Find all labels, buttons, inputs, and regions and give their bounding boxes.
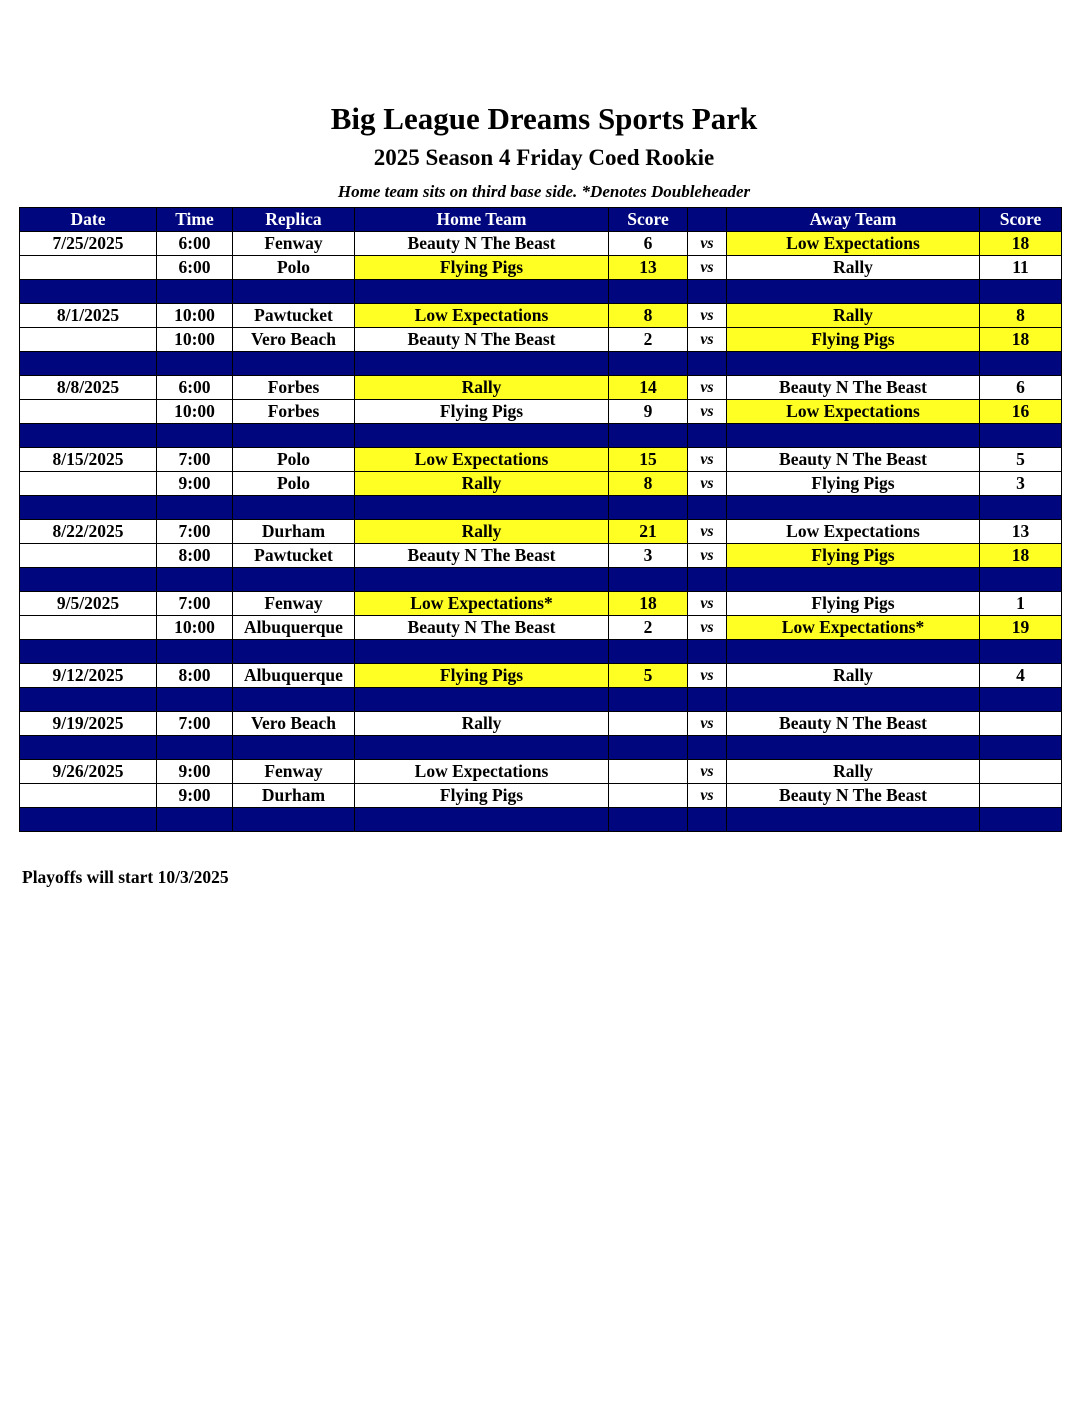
replica-cell: Albuquerque	[233, 664, 355, 688]
home-team-cell: Low Expectations	[355, 760, 609, 784]
separator-cell	[609, 496, 688, 520]
separator-cell	[233, 688, 355, 712]
vs-label: vs	[688, 592, 727, 616]
away-team-cell: Beauty N The Beast	[727, 712, 980, 736]
date-cell	[20, 256, 157, 280]
replica-cell: Forbes	[233, 400, 355, 424]
date-cell: 9/5/2025	[20, 592, 157, 616]
col-time-header: Time	[157, 208, 233, 232]
home-score-cell	[609, 784, 688, 808]
separator-cell	[20, 424, 157, 448]
date-cell: 8/8/2025	[20, 376, 157, 400]
game-row	[20, 664, 1062, 688]
away-team-cell: Low Expectations*	[727, 616, 980, 640]
game-row	[20, 520, 1062, 544]
separator-row	[20, 568, 1062, 592]
away-team-cell: Low Expectations	[727, 400, 980, 424]
date-cell	[20, 328, 157, 352]
replica-cell: Durham	[233, 784, 355, 808]
away-team-cell: Rally	[727, 760, 980, 784]
home-team-cell: Flying Pigs	[355, 784, 609, 808]
home-score-cell: 3	[609, 544, 688, 568]
separator-cell	[233, 496, 355, 520]
separator-cell	[20, 736, 157, 760]
game-row	[20, 616, 1062, 640]
separator-cell	[980, 280, 1062, 304]
away-team-cell: Rally	[727, 664, 980, 688]
home-score-cell	[609, 760, 688, 784]
game-row	[20, 784, 1062, 808]
game-row	[20, 544, 1062, 568]
game-row	[20, 592, 1062, 616]
date-cell	[20, 472, 157, 496]
separator-cell	[20, 640, 157, 664]
game-row	[20, 256, 1062, 280]
separator-cell	[727, 568, 980, 592]
separator-cell	[688, 280, 727, 304]
home-team-cell: Rally	[355, 376, 609, 400]
separator-cell	[688, 568, 727, 592]
separator-cell	[20, 496, 157, 520]
schedule-table	[19, 207, 1062, 832]
vs-label: vs	[688, 328, 727, 352]
home-score-cell: 5	[609, 664, 688, 688]
home-score-cell: 6	[609, 232, 688, 256]
away-team-cell: Low Expectations	[727, 520, 980, 544]
separator-cell	[20, 808, 157, 832]
home-score-cell: 18	[609, 592, 688, 616]
away-score-cell: 6	[980, 376, 1062, 400]
separator-cell	[355, 640, 609, 664]
separator-cell	[157, 424, 233, 448]
time-cell: 7:00	[157, 448, 233, 472]
away-team-cell: Beauty N The Beast	[727, 448, 980, 472]
date-cell	[20, 544, 157, 568]
away-score-cell: 18	[980, 544, 1062, 568]
col-home-team-header: Home Team	[355, 208, 609, 232]
game-row	[20, 712, 1062, 736]
separator-cell	[609, 352, 688, 376]
game-row	[20, 304, 1062, 328]
vs-label: vs	[688, 376, 727, 400]
vs-label: vs	[688, 520, 727, 544]
separator-row	[20, 424, 1062, 448]
game-row	[20, 760, 1062, 784]
away-team-cell: Beauty N The Beast	[727, 376, 980, 400]
home-team-cell: Rally	[355, 472, 609, 496]
separator-cell	[233, 352, 355, 376]
col-date-header: Date	[20, 208, 157, 232]
separator-row	[20, 352, 1062, 376]
col-home-score-header: Score	[609, 208, 688, 232]
away-score-cell: 1	[980, 592, 1062, 616]
separator-cell	[355, 280, 609, 304]
time-cell: 6:00	[157, 232, 233, 256]
separator-cell	[233, 280, 355, 304]
vs-label: vs	[688, 448, 727, 472]
date-cell: 9/12/2025	[20, 664, 157, 688]
separator-cell	[157, 568, 233, 592]
separator-cell	[980, 736, 1062, 760]
separator-cell	[609, 688, 688, 712]
away-team-cell: Low Expectations	[727, 232, 980, 256]
time-cell: 7:00	[157, 592, 233, 616]
separator-row	[20, 640, 1062, 664]
separator-cell	[727, 736, 980, 760]
date-cell: 7/25/2025	[20, 232, 157, 256]
separator-cell	[157, 496, 233, 520]
replica-cell: Pawtucket	[233, 544, 355, 568]
replica-cell: Durham	[233, 520, 355, 544]
date-cell: 9/26/2025	[20, 760, 157, 784]
away-score-cell: 13	[980, 520, 1062, 544]
game-row	[20, 232, 1062, 256]
separator-cell	[688, 496, 727, 520]
separator-cell	[609, 424, 688, 448]
date-cell: 9/19/2025	[20, 712, 157, 736]
away-team-cell: Flying Pigs	[727, 472, 980, 496]
home-score-cell: 8	[609, 304, 688, 328]
vs-label: vs	[688, 232, 727, 256]
separator-cell	[233, 808, 355, 832]
separator-cell	[727, 280, 980, 304]
replica-cell: Polo	[233, 472, 355, 496]
away-team-cell: Rally	[727, 304, 980, 328]
home-score-cell: 15	[609, 448, 688, 472]
replica-cell: Fenway	[233, 232, 355, 256]
header-row	[20, 208, 1062, 232]
away-team-cell: Rally	[727, 256, 980, 280]
date-cell	[20, 616, 157, 640]
season-subtitle: 2025 Season 4 Friday Coed Rookie	[373, 145, 715, 170]
time-cell: 10:00	[157, 304, 233, 328]
vs-label: vs	[688, 472, 727, 496]
separator-cell	[727, 352, 980, 376]
separator-cell	[20, 352, 157, 376]
separator-row	[20, 280, 1062, 304]
date-cell: 8/15/2025	[20, 448, 157, 472]
home-team-cell: Beauty N The Beast	[355, 544, 609, 568]
separator-cell	[609, 808, 688, 832]
separator-cell	[727, 808, 980, 832]
vs-label: vs	[688, 616, 727, 640]
away-score-cell: 18	[980, 232, 1062, 256]
col-vs-header	[688, 208, 727, 232]
separator-cell	[355, 568, 609, 592]
time-cell: 10:00	[157, 400, 233, 424]
home-team-cell: Flying Pigs	[355, 400, 609, 424]
separator-cell	[233, 640, 355, 664]
game-row	[20, 400, 1062, 424]
vs-label: vs	[688, 256, 727, 280]
separator-cell	[157, 352, 233, 376]
time-cell: 9:00	[157, 472, 233, 496]
home-team-cell: Beauty N The Beast	[355, 328, 609, 352]
home-team-cell: Rally	[355, 712, 609, 736]
separator-cell	[157, 736, 233, 760]
home-score-cell: 13	[609, 256, 688, 280]
replica-cell: Fenway	[233, 592, 355, 616]
home-score-cell	[609, 712, 688, 736]
separator-cell	[355, 808, 609, 832]
col-away-score-header: Score	[980, 208, 1062, 232]
game-row	[20, 472, 1062, 496]
separator-cell	[355, 352, 609, 376]
away-score-cell: 19	[980, 616, 1062, 640]
separator-row	[20, 688, 1062, 712]
home-score-cell: 9	[609, 400, 688, 424]
time-cell: 7:00	[157, 712, 233, 736]
date-cell	[20, 784, 157, 808]
vs-label: vs	[688, 760, 727, 784]
time-cell: 8:00	[157, 664, 233, 688]
separator-cell	[355, 424, 609, 448]
time-cell: 10:00	[157, 328, 233, 352]
vs-label: vs	[688, 304, 727, 328]
home-team-cell: Low Expectations	[355, 304, 609, 328]
home-score-cell: 2	[609, 328, 688, 352]
away-score-cell: 5	[980, 448, 1062, 472]
away-score-cell	[980, 760, 1062, 784]
time-cell: 9:00	[157, 784, 233, 808]
time-cell: 9:00	[157, 760, 233, 784]
date-cell: 8/1/2025	[20, 304, 157, 328]
replica-cell: Pawtucket	[233, 304, 355, 328]
schedule-body	[20, 232, 1062, 832]
separator-cell	[233, 568, 355, 592]
separator-cell	[727, 424, 980, 448]
replica-cell: Vero Beach	[233, 328, 355, 352]
home-score-cell: 8	[609, 472, 688, 496]
separator-cell	[355, 736, 609, 760]
vs-label: vs	[688, 664, 727, 688]
vs-label: vs	[688, 784, 727, 808]
time-cell: 8:00	[157, 544, 233, 568]
separator-cell	[157, 808, 233, 832]
separator-cell	[727, 688, 980, 712]
separator-cell	[609, 640, 688, 664]
separator-cell	[688, 736, 727, 760]
schedule-note: Home team sits on third base side. *Denotes Doubleheader	[337, 182, 751, 201]
separator-cell	[233, 424, 355, 448]
separator-cell	[609, 280, 688, 304]
game-row	[20, 328, 1062, 352]
away-team-cell: Flying Pigs	[727, 592, 980, 616]
separator-cell	[355, 688, 609, 712]
away-team-cell: Flying Pigs	[727, 328, 980, 352]
date-cell: 8/22/2025	[20, 520, 157, 544]
separator-row	[20, 808, 1062, 832]
separator-cell	[688, 424, 727, 448]
separator-cell	[609, 568, 688, 592]
separator-cell	[20, 568, 157, 592]
date-cell	[20, 400, 157, 424]
away-score-cell: 8	[980, 304, 1062, 328]
separator-cell	[157, 280, 233, 304]
separator-cell	[980, 496, 1062, 520]
separator-cell	[233, 736, 355, 760]
time-cell: 6:00	[157, 256, 233, 280]
separator-cell	[355, 496, 609, 520]
time-cell: 10:00	[157, 616, 233, 640]
away-team-cell: Flying Pigs	[727, 544, 980, 568]
home-team-cell: Flying Pigs	[355, 256, 609, 280]
separator-cell	[609, 736, 688, 760]
separator-cell	[980, 352, 1062, 376]
separator-cell	[727, 640, 980, 664]
separator-cell	[980, 640, 1062, 664]
replica-cell: Vero Beach	[233, 712, 355, 736]
home-team-cell: Beauty N The Beast	[355, 616, 609, 640]
separator-cell	[980, 568, 1062, 592]
game-row	[20, 376, 1062, 400]
away-score-cell: 18	[980, 328, 1062, 352]
col-replica-header: Replica	[233, 208, 355, 232]
page-title: Big League Dreams Sports Park	[330, 101, 758, 136]
separator-cell	[980, 424, 1062, 448]
col-away-team-header: Away Team	[727, 208, 980, 232]
separator-cell	[157, 640, 233, 664]
replica-cell: Albuquerque	[233, 616, 355, 640]
away-score-cell: 16	[980, 400, 1062, 424]
home-score-cell: 2	[609, 616, 688, 640]
home-team-cell: Low Expectations	[355, 448, 609, 472]
replica-cell: Polo	[233, 256, 355, 280]
home-score-cell: 21	[609, 520, 688, 544]
vs-label: vs	[688, 400, 727, 424]
playoffs-note: Playoffs will start 10/3/2025	[22, 867, 229, 887]
game-row	[20, 448, 1062, 472]
separator-cell	[688, 808, 727, 832]
time-cell: 6:00	[157, 376, 233, 400]
time-cell: 7:00	[157, 520, 233, 544]
replica-cell: Forbes	[233, 376, 355, 400]
away-score-cell: 11	[980, 256, 1062, 280]
replica-cell: Polo	[233, 448, 355, 472]
separator-cell	[980, 808, 1062, 832]
away-score-cell	[980, 712, 1062, 736]
away-score-cell: 3	[980, 472, 1062, 496]
separator-cell	[727, 496, 980, 520]
home-team-cell: Beauty N The Beast	[355, 232, 609, 256]
separator-cell	[157, 688, 233, 712]
home-team-cell: Low Expectations*	[355, 592, 609, 616]
vs-label: vs	[688, 712, 727, 736]
separator-cell	[688, 352, 727, 376]
separator-cell	[980, 688, 1062, 712]
home-team-cell: Rally	[355, 520, 609, 544]
vs-label: vs	[688, 544, 727, 568]
separator-cell	[688, 688, 727, 712]
separator-cell	[688, 640, 727, 664]
home-team-cell: Flying Pigs	[355, 664, 609, 688]
home-score-cell: 14	[609, 376, 688, 400]
away-team-cell: Beauty N The Beast	[727, 784, 980, 808]
replica-cell: Fenway	[233, 760, 355, 784]
separator-row	[20, 736, 1062, 760]
separator-cell	[20, 688, 157, 712]
separator-cell	[20, 280, 157, 304]
separator-row	[20, 496, 1062, 520]
away-score-cell: 4	[980, 664, 1062, 688]
away-score-cell	[980, 784, 1062, 808]
